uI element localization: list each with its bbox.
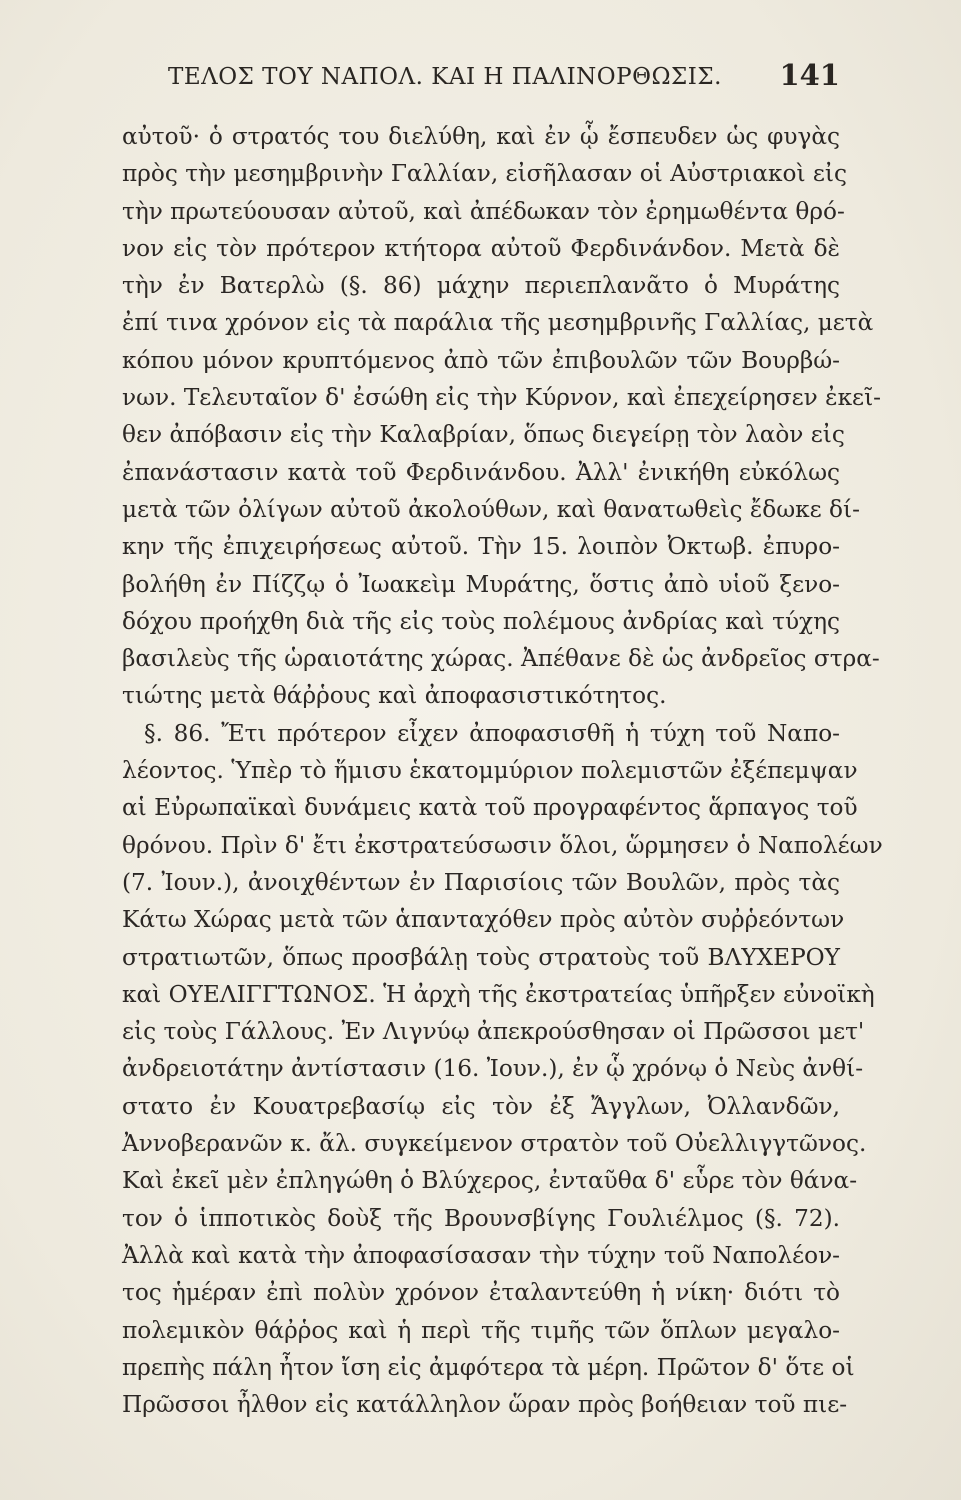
text-line: βασιλεὺς τῆς ὡραιοτάτης χώρας. Ἀπέθανε δὲ ὡς ἀνδρεῖος στρα- <box>122 645 880 673</box>
text-line: πολεμικὸν θάῤῥος καὶ ἡ περὶ τῆς τιμῆς τῶν ὅπλων μεγαλο- <box>122 1316 840 1344</box>
text-line: αἱ Εὐρωπαϊκαὶ δυνάμεις κατὰ τοῦ προγραφέντος ἅρπαγος τοῦ <box>122 794 858 822</box>
text-line: (7. Ἰουν.), ἀνοιχθέντων ἐν Παρισίοις τῶν Βουλῶν, πρὸς τὰς <box>122 868 840 896</box>
text-line: νων. Τελευταῖον δ' ἐσώθη εἰς τὴν Κύρνον, καὶ ἐπεχείρησεν ἐκεῖ- <box>122 384 881 412</box>
text-line: ἐπανάστασιν κατὰ τοῦ Φερδινάνδου. Ἀλλ' ἐνικήθη εὐκόλως <box>122 458 840 486</box>
text-line: αὐτοῦ· ὁ στρατός του διελύθη, καὶ ἐν ᾧ ἔσπευδεν ὡς φυγὰς <box>122 123 840 150</box>
running-title: ΤΕΛΟΣ ΤΟΥ ΝΑΠΟΛ. ΚΑΙ Η ΠΑΛΙΝΟΡΘΩΣΙΣ. <box>168 64 722 90</box>
text-line: ἐπί τινα χρόνον εἰς τὰ παράλια τῆς μεσημβρινῆς Γαλλίας, μετὰ <box>122 309 874 337</box>
text-line: δόχου προήχθη διὰ τῆς εἰς τοὺς πολέμους ἀνδρίας καὶ τύχης <box>122 607 840 635</box>
text-line: νον εἰς τὸν πρότερον κτήτορα αὐτοῦ Φερδινάνδον. Μετὰ δὲ <box>122 234 840 262</box>
text-line: στατο ἐν Κουατρεβασίῳ εἰς τὸν ἐξ Ἄγγλων, Ὀλλανδῶν, <box>122 1092 840 1120</box>
text-line: τὴν ἐν Βατερλὼ (§. 86) μάχην περιεπλανᾶτο ὁ Μυράτης <box>122 272 840 300</box>
text-line: ἀνδρειοτάτην ἀντίστασιν (16. Ἰουν.), ἐν ᾧ χρόνῳ ὁ Νεὺς ἀνθί- <box>122 1055 864 1083</box>
text-line: καὶ ΟΥΕΛΙΓΓΤΩΝΟΣ. Ἡ ἀρχὴ τῆς ἐκστρατείας ὑπῆρξεν εὐνοϊκὴ <box>122 980 875 1008</box>
text-line: στρατιωτῶν, ὅπως προσβάλῃ τοὺς στρατοὺς τοῦ ΒΛΥΧΕΡΟΥ <box>122 943 840 971</box>
text-line: κην τῆς ἐπιχειρήσεως αὐτοῦ. Τὴν 15. λοιπὸν Ὀκτωβ. ἐπυρο- <box>122 533 840 561</box>
page-number: 141 <box>779 58 840 92</box>
text-line: §. 86. Ἔτι πρότερον εἶχεν ἀποφασισθῆ ἡ τύχη τοῦ Ναπο- <box>144 719 840 747</box>
text-line: Καὶ ἐκεῖ μὲν ἐπληγώθη ὁ Βλύχερος, ἐνταῦθα δ' εὗρε τὸν θάνα- <box>122 1167 858 1195</box>
text-line: τος ἡμέραν ἐπὶ πολὺν χρόνον ἐταλαντεύθη ἡ νίκη· διότι τὸ <box>122 1279 840 1307</box>
text-line: τιώτης μετὰ θάῤῥους καὶ ἀποφασιστικότητος. <box>122 682 667 710</box>
text-line: τὴν πρωτεύουσαν αὐτοῦ, καὶ ἀπέδωκαν τὸν ἐρημωθέντα θρό- <box>122 197 845 225</box>
text-line: εἰς τοὺς Γάλλους. Ἐν Λιγνύῳ ἀπεκρούσθησαν οἱ Πρῶσσοι μετ' <box>122 1018 865 1046</box>
text-line: Ἀλλὰ καὶ κατὰ τὴν ἀποφασίσασαν τὴν τύχην τοῦ Ναπολέον- <box>122 1241 840 1269</box>
text-line: τον ὁ ἱπποτικὸς δοὺξ τῆς Βρουνσβίγης Γουλιέλμος (§. 72). <box>122 1204 840 1232</box>
text-line: κόπου μόνον κρυπτόμενος ἀπὸ τῶν ἐπιβουλῶν τῶν Βουρβώ- <box>122 346 840 374</box>
text-line: Πρῶσσοι ἦλθον εἰς κατάλληλον ὥραν πρὸς βοήθειαν τοῦ πιε- <box>122 1391 848 1419</box>
text-line: πρὸς τὴν μεσημβρινὴν Γαλλίαν, εἰσῆλασαν οἱ Αὐστριακοὶ εἰς <box>122 160 847 188</box>
text-line: θεν ἀπόβασιν εἰς τὴν Καλαβρίαν, ὅπως διεγείρῃ τὸν λαὸν εἰς <box>122 421 845 449</box>
text-line: μετὰ τῶν ὀλίγων αὐτοῦ ἀκολούθων, καὶ θανατωθεὶς ἔδωκε δί- <box>122 495 860 523</box>
page-header <box>120 58 840 98</box>
text-line: πρεπὴς πάλη ἦτον ἴση εἰς ἀμφότερα τὰ μέρη. Πρῶτον δ' ὅτε οἱ <box>122 1353 855 1381</box>
body-text <box>122 118 883 1423</box>
text-line: θρόνου. Πρὶν δ' ἔτι ἐκστρατεύσωσιν ὅλοι, ὥρμησεν ὁ Ναπολέων <box>122 831 883 859</box>
text-line: Ἀννοβερανῶν κ. ἄλ. συγκείμενον στρατὸν τοῦ Οὐελλιγγτῶνος. <box>122 1130 867 1158</box>
text-line: Κάτω Χώρας μετὰ τῶν ἁπανταχόθεν πρὸς αὐτὸν συῤῥεόντων <box>122 906 845 934</box>
text-line: λέοντος. Ὑπὲρ τὸ ἥμισυ ἑκατομμύριον πολεμιστῶν ἐξέπεμψαν <box>122 757 858 785</box>
text-line: βολήθη ἐν Πίζζῳ ὁ Ἰωακεὶμ Μυράτης, ὅστις ἀπὸ υἱοῦ ξενο- <box>122 570 840 598</box>
